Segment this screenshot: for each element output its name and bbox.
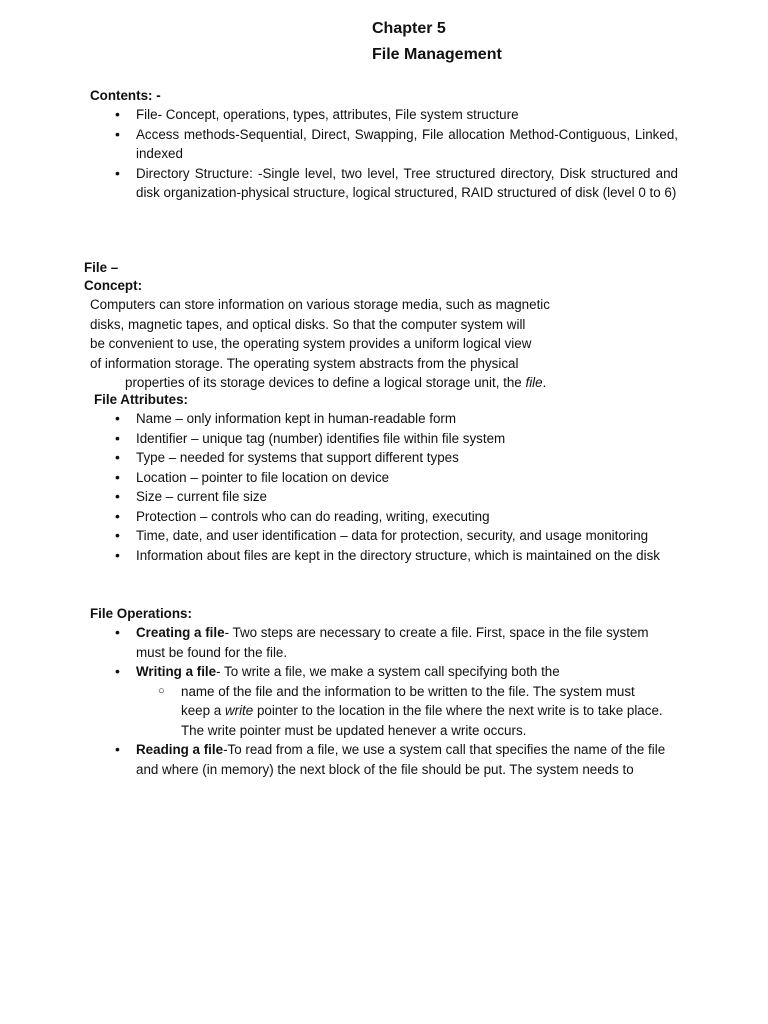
chapter-number: Chapter 5 <box>372 20 446 37</box>
attributes-heading: File Attributes: <box>94 392 188 407</box>
writing-sub-text-a: name of the file and the information to be written to the file. The system must keep a <box>181 683 635 718</box>
list-item: • File- Concept, operations, types, attributes, File system structure <box>136 105 678 125</box>
concept-last-text: properties of its storage devices to define a logical storage unit, the <box>125 375 526 390</box>
operations-list <box>136 623 666 779</box>
list-item <box>136 740 666 779</box>
list-item <box>136 662 666 740</box>
concept-line: of information storage. The operating system abstracts from the physical <box>90 355 519 371</box>
concept-paragraph <box>90 295 550 393</box>
list-item: • Name – only information kept in human-readable form <box>136 409 666 429</box>
list-item: • Location – pointer to file location on device <box>136 468 666 488</box>
list-item <box>181 682 666 741</box>
creating-label: Creating a file <box>136 625 225 640</box>
writing-sub-text-b: pointer to the location in the file where the next write is to take place. The write pointer must be updated henever a write occurs. <box>181 703 663 738</box>
contents-heading: Contents: - <box>90 88 161 103</box>
concept-period: . <box>542 375 547 390</box>
operations-heading: File Operations: <box>90 606 192 621</box>
list-item <box>136 623 666 662</box>
list-item: • Information about files are kept in the directory structure, which is maintained on the disk <box>136 546 666 566</box>
creating-text: - Two steps are necessary to create a file. First, space in the file system must be found for the file. <box>136 625 649 660</box>
concept-heading-line2: Concept: <box>84 278 143 293</box>
concept-heading-line1: File – <box>84 260 119 275</box>
concept-line: be convenient to use, the operating system provides a uniform logical view <box>90 336 532 351</box>
attributes-list <box>136 409 666 565</box>
list-item: • Access methods-Sequential, Direct, Swapping, File allocation Method-Contiguous, Linked, indexed <box>136 125 678 164</box>
concept-line: disks, magnetic tapes, and optical disks. So that the computer system will <box>90 316 526 332</box>
concept-line: Computers can store information on various storage media, such as magnetic <box>90 297 550 312</box>
list-item: • Type – needed for systems that support different types <box>136 448 666 468</box>
list-item: • Identifier – unique tag (number) identifies file within file system <box>136 429 666 449</box>
writing-text: - To write a file, we make a system call specifying both the <box>216 664 560 679</box>
writing-label: Writing a file <box>136 664 217 679</box>
list-item: • Directory Structure: -Single level, two level, Tree structured directory, Disk structured and disk organization-physical structure, logical structured, RAID structured of disk (level 0 to 6) <box>136 164 678 203</box>
list-item: • Size – current file size <box>136 487 666 507</box>
reading-label: Reading a file <box>136 742 224 757</box>
list-item: • Time, date, and user identification – data for protection, security, and usage monitoring <box>136 526 666 546</box>
concept-emphasis-file: file <box>525 375 543 390</box>
writing-sublist <box>136 682 666 741</box>
reading-text: -To read from a file, we use a system call that specifies the name of the file and where (in memory) the next block of the file should be put. The system needs to <box>136 742 666 777</box>
list-item: • Protection – controls who can do reading, writing, executing <box>136 507 666 527</box>
contents-list <box>136 105 678 203</box>
writing-emphasis: write <box>224 703 254 718</box>
page-title: File Management <box>372 46 502 63</box>
